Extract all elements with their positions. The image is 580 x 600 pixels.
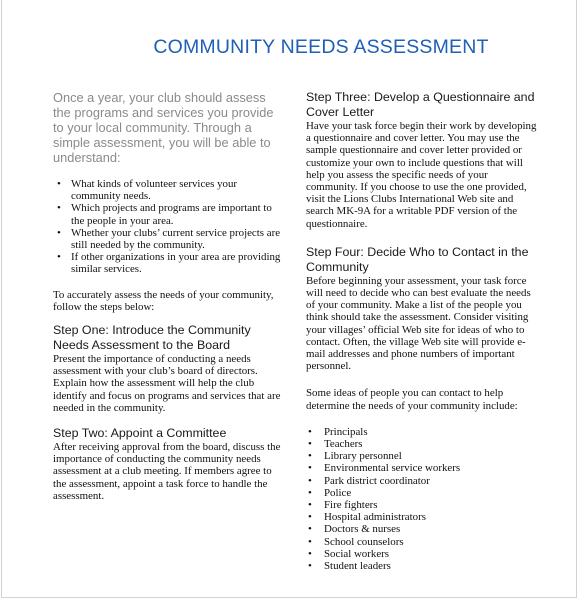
- bullet-icon: •: [308, 511, 312, 524]
- bullet-icon: •: [308, 462, 312, 475]
- step-four-body: Before beginning your assessment, your task force will need to decide who can best evaluate the needs of your community. Make a list of the people you think should take the assessment. Consider visiting your villages’ official Web site for ideas of who to contact. Often, the village Web site will provide e-mail addresses and phone numbers of important personnel.: [306, 274, 531, 373]
- bullet-icon: •: [57, 202, 61, 215]
- list-item: • Environmental service workers: [308, 462, 461, 475]
- list-item: • School counselors: [308, 535, 404, 548]
- bullet-icon: •: [308, 438, 312, 451]
- list-item: • What kinds of volunteer services your community needs.: [57, 178, 238, 203]
- list-item: • Park district coordinator: [308, 474, 430, 487]
- list-item: • Principals: [308, 425, 368, 438]
- list-item: • Library personnel: [308, 450, 402, 463]
- contacts-intro-paragraph: Some ideas of people you can contact to help determine the needs of your community include:: [306, 387, 518, 412]
- bullet-icon: •: [308, 560, 312, 573]
- list-item: • Police: [308, 486, 352, 499]
- intro-paragraph: Once a year, your club should assess the programs and services you provide to your local community. Through a simple assessment, you will be able to understand:: [53, 90, 274, 165]
- bullet-icon: •: [57, 178, 61, 190]
- list-item: • Fire fighters: [308, 499, 378, 512]
- list-item: • If other organizations in your area are providing similar services.: [57, 251, 281, 276]
- bullet-icon: •: [308, 547, 312, 560]
- bullet-icon: •: [308, 523, 312, 536]
- bullet-icon: •: [57, 226, 61, 239]
- bullet-icon: •: [308, 535, 312, 548]
- bullet-icon: •: [308, 474, 312, 487]
- bullet-icon: •: [308, 425, 312, 438]
- left-column: [53, 90, 283, 502]
- step-two-body: After receiving approval from the board, discuss the importance of conducting the community needs assessment at a club meeting. If members agree to the assessment, appoint a task force to handle the assessment.: [53, 441, 281, 502]
- bullet-icon: •: [308, 450, 312, 463]
- list-item: • Student leaders: [308, 560, 391, 573]
- bullet-icon: •: [308, 499, 312, 512]
- document-page: [1, 0, 577, 598]
- step-one-body: Present the importance of conducting a needs assessment with your club’s board of directors. Explain how the assessment will help the club identify and focus on programs and services that are needed in the community.: [53, 353, 281, 414]
- steps-intro-paragraph: To accurately assess the needs of your community, follow the steps below:: [53, 288, 274, 313]
- step-two-heading: Step Two: Appoint a Committee: [53, 426, 227, 441]
- bullet-icon: •: [308, 486, 312, 499]
- list-item: • Teachers: [308, 438, 363, 451]
- intro-bullet-list: [53, 178, 283, 276]
- list-item: • Hospital administrators: [308, 511, 426, 524]
- list-item: • Social workers: [308, 547, 390, 560]
- step-three-body: Have your task force begin their work by developing a questionnaire and cover letter. You may use the sample questionnaire and cover letter provided or customize your own to include questions that will help you assess the specific needs of your community. If you choose to use the one provided, visit the Lions Clubs International Web site and search MK-9A for a writable PDF version of the questionnaire.: [306, 120, 537, 230]
- contacts-list: [306, 426, 538, 572]
- step-four-heading: Step Four: Decide Who to Contact in the Community: [306, 244, 529, 274]
- bullet-icon: •: [57, 251, 61, 264]
- list-item: • Doctors & nurses: [308, 523, 401, 536]
- page-title: COMMUNITY NEEDS ASSESSMENT: [153, 36, 489, 58]
- list-item: • Whether your clubs’ current service projects are still needed by the community.: [57, 226, 281, 252]
- step-one-heading: Step One: Introduce the Community Needs Assessment to the Board: [53, 323, 251, 353]
- right-column: [306, 90, 538, 572]
- step-three-heading: Step Three: Develop a Questionnaire and Cover Letter: [306, 90, 535, 119]
- list-item: • Which projects and programs are important to the people in your area.: [57, 202, 272, 227]
